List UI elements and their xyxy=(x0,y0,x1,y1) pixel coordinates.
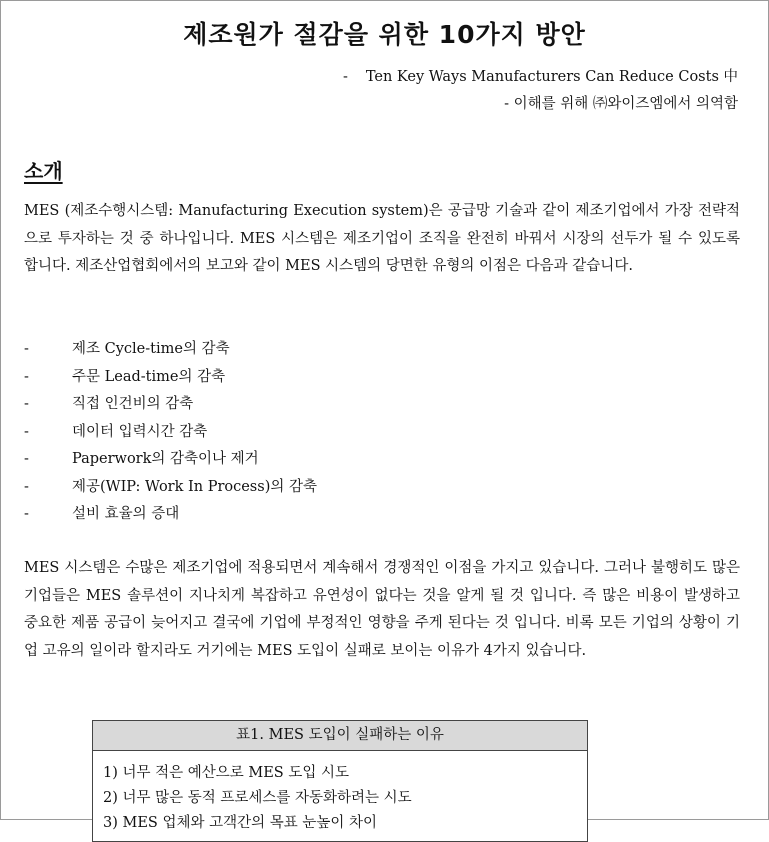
document-title: 제조원가 절감을 위한 10가지 방안 xyxy=(183,20,586,49)
table-body xyxy=(93,751,587,836)
source-dash: - xyxy=(342,69,348,85)
body-paragraph: MES 시스템은 수많은 제조기업에 적용되면서 계속해서 경쟁적인 이점을 가지고 있습니다. 그러나 불행히도 많은 기업들은 MES 솔루션이 지나치게 복잡하고 유연성이 없다는 것을 알게 될 것 입니다. 즉 많은 비용이 발생하고 중요한 제품 공급이 늦어지고 결국에 기업에 부정적인 영향을 주게 된다는 것 입니다. 비록 모든 기업의 상황이 기업 고유의 일이라 할지라도 거기에는 MES 도입이 실패로 보이는 이유가 4가지 있습니다. xyxy=(24,560,740,659)
section-heading: 소개 xyxy=(24,159,63,183)
table-row: 2) 너무 많은 동적 프로세스를 자동화하려는 시도 xyxy=(103,790,412,806)
bullet-dash: - xyxy=(24,506,29,522)
bullet-dash: - xyxy=(24,423,29,440)
translator-note: - 이해를 위해 ㈜와이즈엠에서 의역함 xyxy=(504,96,738,112)
list-item xyxy=(24,336,317,364)
list-item-text: Paperwork의 감축이나 제거 xyxy=(72,451,259,467)
list-item xyxy=(24,391,317,419)
list-item xyxy=(24,501,317,529)
table-caption: 표1. MES 도입이 실패하는 이유 xyxy=(93,721,587,751)
bullet-dash: - xyxy=(24,451,29,467)
benefits-list xyxy=(24,336,317,529)
list-item-text: 데이터 입력시간 감축 xyxy=(72,423,208,440)
bullet-dash: - xyxy=(24,341,29,357)
source-note xyxy=(343,65,738,86)
list-item-text: 주문 Lead-time의 감축 xyxy=(72,368,226,385)
list-item xyxy=(24,364,317,392)
list-item xyxy=(24,446,317,474)
intro-paragraph: MES (제조수행시스템: Manufacturing Execution system)은 공급망 기술과 같이 제조기업에서 가장 전략적으로 투자하는 것 중 하나입니다. MES 시스템은 제조기업이 조직을 완전히 바꿔서 시장의 선두가 될 수 있도록 합니다. 제조산업협회에서의 보고와 같이 MES 시스템의 당면한 유형의 이점은 다음과 같습니다. xyxy=(24,203,740,274)
source-text: Ten Key Ways Manufacturers Can Reduce Costs 中 xyxy=(365,69,738,85)
list-item-text: 제조 Cycle-time의 감축 xyxy=(72,341,230,357)
list-item-text: 설비 효율의 증대 xyxy=(72,506,180,522)
bullet-dash: - xyxy=(24,396,29,412)
list-item-text: 직접 인건비의 감축 xyxy=(72,396,194,412)
bullet-dash: - xyxy=(24,368,29,385)
reasons-table xyxy=(92,720,588,842)
list-item xyxy=(24,474,317,502)
list-item xyxy=(24,419,317,447)
list-item-text: 제공(WIP: Work In Process)의 감축 xyxy=(72,478,317,495)
table-row: 1) 너무 적은 예산으로 MES 도입 시도 xyxy=(103,765,349,781)
table-row: 3) MES 업체와 고객간의 목표 눈높이 차이 xyxy=(103,815,377,831)
bullet-dash: - xyxy=(24,478,29,495)
